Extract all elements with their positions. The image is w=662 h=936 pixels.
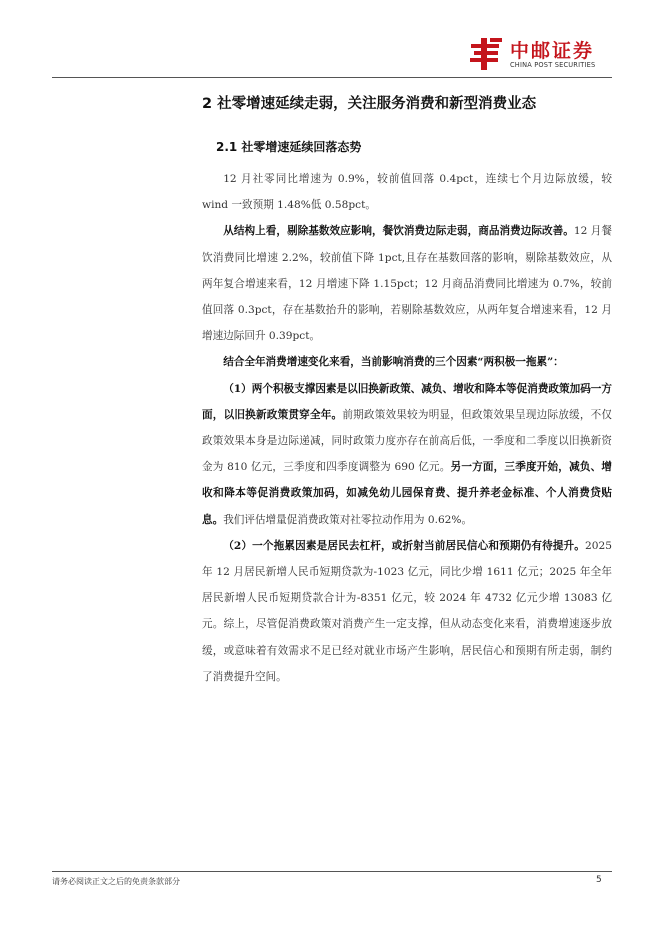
paragraph-5-text: 2025 年 12 月居民新增人民币短期贷款为-1023 亿元，同比少增 1611 亿元；2025 年全年居民新增人民币短期贷款合计为-8351 亿元，较 2024 年 4732 亿元少增 13083 亿元。综上，尽管促消费政策对消费产生一定支撑，但从动态变化来看，消费增速逐步放缓，或意味着有效需求不足已经对就业市场产生影响，居民信心和预期有所走弱，制约了消费提升空间。 [202,539,612,683]
body-text [202,166,612,690]
china-post-logo-icon [468,36,504,72]
paragraph-5 [202,533,612,690]
paragraph-4-text-2: 我们评估增量促消费政策对社零拉动作用为 0.62%。 [223,513,473,526]
paragraph-5-lead: （2）一个拖累因素是居民去杠杆，或折射当前居民信心和预期仍有待提升。 [223,539,586,552]
paragraph-4 [202,376,612,533]
section-heading: 2 社零增速延续走弱，关注服务消费和新型消费业态 [202,96,537,112]
paragraph-3 [202,349,612,375]
header-divider [52,77,612,78]
paragraph-4-text: 前期政策效果较为明显，但政策效果呈现边际放缓，不仅政策效果本身是边际递减，同时政策力度亦存在前高后低，一季度和二季度以旧换新资金为 810 亿元，三季度和四季度调整为 690 亿元。 [202,408,613,474]
brand-name-cn: 中邮证券 [510,40,595,62]
disclaimer-note: 请务必阅读正文之后的免责条款部分 [52,877,180,886]
brand-logo [468,36,618,76]
footer-divider [52,871,612,872]
paragraph-4-lead-2: 另一方面，三季度开始，减负、增收和降本等促消费政策加码，如减免幼儿园保育费、提升养老金标准、个人消费贷贴息。 [202,461,612,526]
paragraph-2-text: 12 月餐饮消费同比增速 2.2%，较前值下降 1pct,且存在基数回落的影响，剔除基数效应，从两年复合增速来看，12 月增速下降 1.15pct；12 月商品消费同比增速为 0.7%，较前值回落 0.3pct，存在基数抬升的影响，若剔除基数效应，从两年复合增速来看，12 月增速边际回升 0.39pct。 [202,225,612,343]
paragraph-1-text: 12 月社零同比增速为 0.9%，较前值回落 0.4pct，连续七个月边际放缓，较 wind 一致预期 1.48%低 0.58pct。 [202,173,612,212]
page-header [0,0,662,80]
paragraph-2 [202,218,612,349]
paragraph-3-lead: 结合全年消费增速变化来看，当前影响消费的三个因素“两积极一拖累”： [223,356,564,369]
page-number: 5 [596,875,602,885]
paragraph-2-lead: 从结构上看，剔除基数效应影响，餐饮消费边际走弱，商品消费边际改善。 [223,225,574,238]
paragraph-4-lead: （1）两个积极支撑因素是以旧换新政策、减负、增收和降本等促消费政策加码一方面，以旧换新政策贯穿全年。 [202,382,612,421]
subsection-heading: 2.1 社零增速延续回落态势 [216,140,362,154]
paragraph-1 [202,166,612,218]
brand-name-en: CHINA POST SECURITIES [510,61,596,69]
